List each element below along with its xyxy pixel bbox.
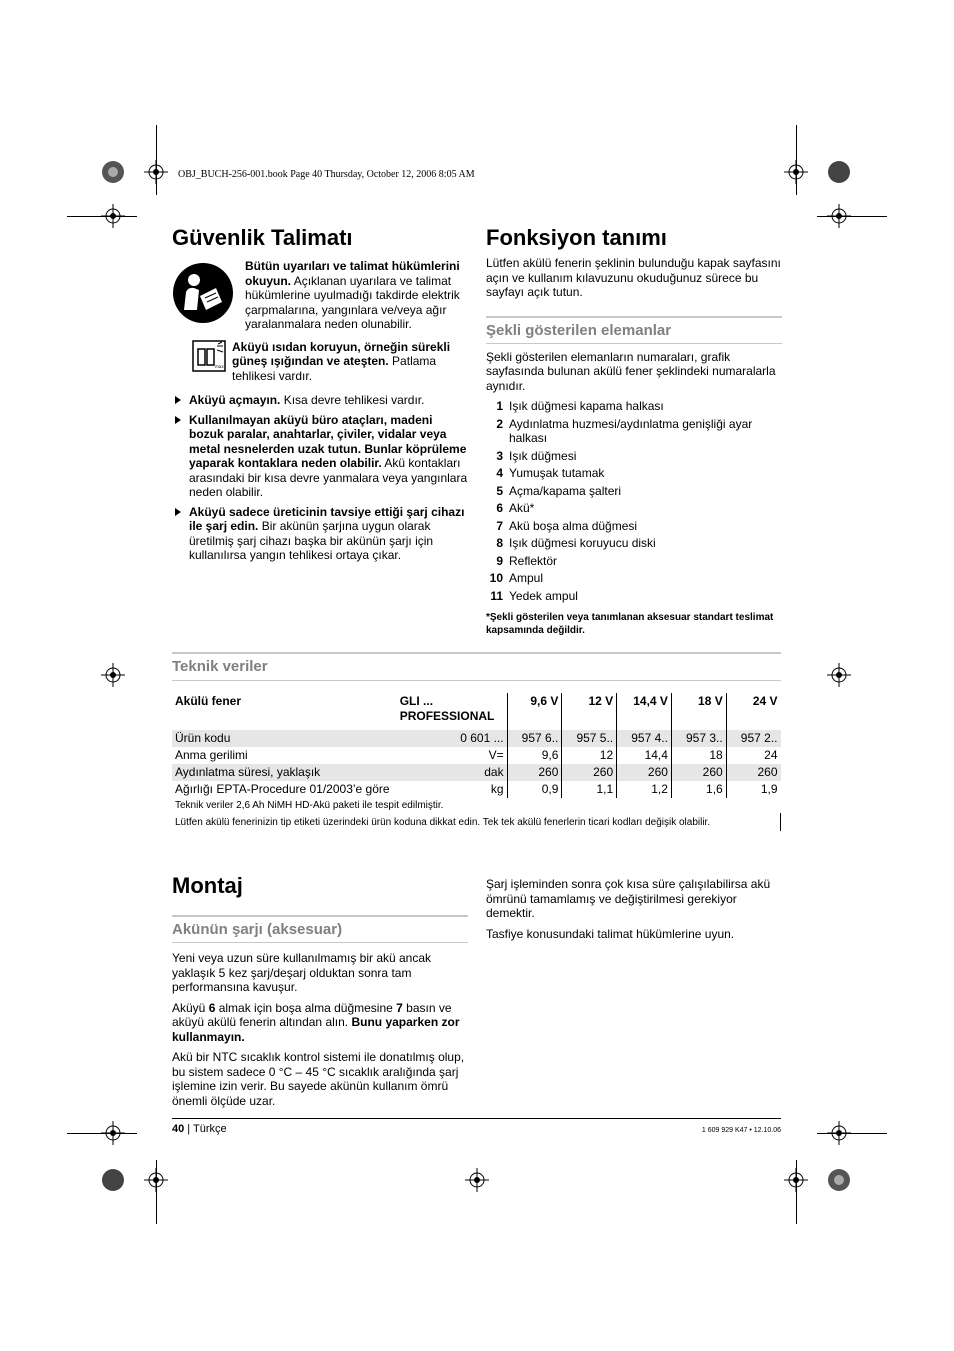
item-number: 11 <box>490 588 503 603</box>
row-unit: 0 601 ... <box>397 730 507 747</box>
charging-title: Akünün şarjı (aksesuar) <box>172 921 343 938</box>
list-item <box>172 413 468 500</box>
p2-d: 7 <box>396 1000 403 1015</box>
p2-c: almak için boşa alma düğmesine <box>215 1000 397 1015</box>
list-item <box>486 519 782 534</box>
row-label: Aydınlatma süresi, yaklaşık <box>172 764 397 781</box>
item-number: 2 <box>496 416 503 431</box>
list-item <box>172 393 468 408</box>
p2-e: basın ve aküyü akülü fenerin altından alın. <box>172 1000 452 1029</box>
safety-bullets <box>172 393 468 563</box>
accessory-footnote: *Şekli gösterilen veya tanımlanan aksesuar standart teslimat kapsamında değildir. <box>486 612 774 636</box>
bullet-triangle-icon <box>175 508 181 516</box>
tech-title: Teknik veriler <box>172 658 268 675</box>
cell: 957 6.. <box>507 730 562 747</box>
cell: 24 <box>726 747 780 764</box>
table-note: Lütfen akülü fenerinizin tip etiketi üzerindeki ürün koduna dikkat edin. Tek tek akülü fenerlerin ticari kodları değişik olabilir. <box>172 813 781 831</box>
cell: 260 <box>507 764 562 781</box>
tech-table <box>172 693 781 831</box>
p2-f: Bunu yaparken zor kullanmayın. <box>172 1015 460 1044</box>
cell: 9,6 <box>507 747 562 764</box>
h-voltage: 24 V <box>726 693 780 730</box>
page-footer: 40 | Türkçe 1 609 929 K47 • 12.10.06 <box>172 1118 781 1137</box>
table-row <box>172 764 781 781</box>
montaj-r2: Tasfiye konusundaki talimat hükümlerine uyun. <box>486 926 735 941</box>
registration-mark-icon <box>827 1168 851 1192</box>
crosshair-icon <box>827 663 851 687</box>
list-item <box>486 536 782 551</box>
list-item <box>486 501 782 516</box>
list-item <box>486 417 782 446</box>
safety-section <box>172 225 468 568</box>
bullet-bold: Aküyü sadece üreticinin tavsiye ettiği şarj cihazı ile şarj edin. <box>189 504 465 533</box>
item-number: 7 <box>496 518 503 533</box>
sun-heat-icon <box>192 340 226 372</box>
item-text: Işık düğmesi koruyucu diski <box>509 536 656 550</box>
item-text: Açma/kapama şalteri <box>509 483 622 498</box>
warn1-text: Açıklanan uyarılara ve talimat hükümlerine uyulmadığı takdirde elektrik çarpmalarına, yangınlara ve/veya ağır yaralanmalara neden olunabilir. <box>245 273 460 331</box>
bullet-bold: Kullanılmayan aküyü büro ataçları, madeni bozuk paralar, anahtarlar, çiviler, vidalar veya metal nesnelerden uzak tutun. Bunlar köprüleme yaparak kontaklara neden olabilir. <box>189 412 467 470</box>
book-header-line: OBJ_BUCH-256-001.book Page 40 Thursday, October 12, 2006 8:05 AM <box>178 169 475 180</box>
h-voltage: 9,6 V <box>507 693 562 730</box>
item-text: Reflektör <box>509 553 558 568</box>
charging-subheading <box>172 915 468 939</box>
list-item <box>486 571 782 586</box>
list-item <box>486 589 782 604</box>
read-manual-text <box>245 259 468 332</box>
cell: 1,1 <box>562 781 617 798</box>
tech-subheading <box>172 652 781 676</box>
registration-mark-icon <box>101 1168 125 1192</box>
cell: 0,9 <box>507 781 562 798</box>
row-label: Ağırlığı EPTA-Procedure 01/2003’e göre <box>175 782 390 796</box>
item-number: 8 <box>496 536 503 550</box>
cell: 957 4.. <box>617 730 672 747</box>
cell: 1,2 <box>617 781 672 798</box>
montaj-r1: Şarj işleminden sonra çok kısa süre çalışılabilirsa akü ömrünü tamamlamış ve değiştirilmesi gerekiyor demektir. <box>486 877 771 920</box>
item-number: 5 <box>496 483 503 498</box>
read-manual-warning <box>172 259 468 338</box>
row-label: Anma gerilimi <box>175 748 248 762</box>
item-number: 6 <box>496 501 503 515</box>
item-number: 10 <box>489 571 503 585</box>
table-row <box>172 747 781 764</box>
list-item <box>486 399 782 414</box>
h-voltage: 14,4 V <box>617 693 672 730</box>
h-label: Akülü fener <box>175 694 242 708</box>
elements-subheading <box>486 316 782 340</box>
cell: 260 <box>671 764 726 781</box>
row-label: Ürün kodu <box>172 730 397 747</box>
p2-a: Aküyü <box>172 1000 209 1015</box>
bullet-bold: Aküyü açmayın. <box>189 393 281 407</box>
cell: 260 <box>562 764 617 781</box>
h-model: GLI ... PROFESSIONAL <box>399 694 495 723</box>
warn1-bold: Bütün uyarıları ve talimat hükümlerini okuyun. <box>245 259 460 288</box>
table-row <box>172 693 781 730</box>
item-text: Işık düğmesi kapama halkası <box>509 399 664 413</box>
row-unit: V= <box>488 748 504 762</box>
item-text: Akü boşa alma düğmesi <box>509 518 638 533</box>
doc-code: 1 609 929 K47 • 12.10.06 <box>701 1127 781 1134</box>
page-number: 40 <box>172 1123 185 1135</box>
crosshair-icon <box>465 1168 489 1192</box>
crop-line <box>156 125 157 195</box>
warn2-text: Patlama tehlikesi vardır. <box>232 354 437 383</box>
list-item <box>486 554 782 569</box>
registration-mark-icon <box>101 160 125 184</box>
h-voltage: 18 V <box>671 693 726 730</box>
elements-intro: Şekli gösterilen elemanların numaraları, grafik sayfasında bulunan akülü fener şeklindeki numaralarla aynıdır. <box>486 349 776 393</box>
cell: 957 2.. <box>726 730 780 747</box>
crop-line <box>156 1160 157 1224</box>
tech-section <box>172 652 781 831</box>
heat-warning-text <box>232 340 468 384</box>
item-number: 4 <box>496 466 503 480</box>
table-row <box>172 813 781 831</box>
h-voltage: 12 V <box>562 693 617 730</box>
table-row <box>172 781 781 798</box>
cell: 260 <box>726 764 780 781</box>
charging-p1: Yeni veya uzun süre kullanılmamış bir akü ancak yaklaşık 5 kez şarj/deşarj olduktan sonra tam performansına kavuşur. <box>172 951 432 994</box>
warn2-bold: Aküyü ısıdan koruyun, örneğin sürekli güneş ışığından ve ateşten. <box>232 339 451 368</box>
item-text: Akü* <box>509 501 535 515</box>
list-item <box>486 484 782 499</box>
charging-p2 <box>172 1001 468 1045</box>
cell: 1,6 <box>671 781 726 798</box>
crop-line <box>67 1133 137 1134</box>
cell: 957 3.. <box>671 730 726 747</box>
p2-b: 6 <box>208 1000 216 1015</box>
svg-text:max: max <box>215 363 224 369</box>
item-number: 9 <box>496 553 503 568</box>
bullet-triangle-icon <box>175 416 181 424</box>
heat-warning <box>172 340 468 390</box>
list-item <box>486 466 782 481</box>
cell: 18 <box>671 747 726 764</box>
montaj-title: Montaj <box>172 873 243 898</box>
item-text: Işık düğmesi <box>509 448 577 463</box>
cell: 1,9 <box>726 781 780 798</box>
bullet-text: Akü kontakları arasındaki bir kısa devre yanmalara veya yangınlara neden olabilir. <box>189 456 468 499</box>
elements-list <box>486 399 782 603</box>
registration-mark-icon <box>827 160 851 184</box>
table-row <box>172 730 781 747</box>
elements-title: Şekli gösterilen elemanlar <box>486 321 672 339</box>
cell: 957 5.. <box>562 730 617 747</box>
table-note: Teknik veriler 2,6 Ah NiMH HD-Akü paketi ile tespit edilmiştir. <box>175 800 444 811</box>
list-item <box>172 505 468 563</box>
item-text: Yumuşak tutamak <box>509 466 605 480</box>
row-unit: kg <box>490 782 504 796</box>
item-number: 3 <box>496 448 503 463</box>
row-unit: dak <box>397 764 507 781</box>
list-item <box>486 449 782 464</box>
crosshair-icon <box>101 663 125 687</box>
bullet-text: Bir akünün şarjına uygun olarak üretilmiş şarj cihazı başka bir akünün şarjı için kullanılırsa yangın tehlikesi ortaya çıkar. <box>189 519 434 562</box>
read-manual-icon <box>172 262 234 324</box>
crop-line <box>796 1160 797 1224</box>
cell: 260 <box>617 764 672 781</box>
safety-title: Güvenlik Talimatı <box>172 225 353 250</box>
item-text: Ampul <box>509 571 544 585</box>
item-text: Aydınlatma huzmesi/aydınlatma genişliği ayar halkası <box>509 416 753 445</box>
table-row <box>172 798 781 813</box>
crop-line <box>817 216 887 217</box>
cell: 14,4 <box>617 747 672 764</box>
charging-p3: Akü bir NTC sıcaklık kontrol sistemi ile donatılmış olup, bu sistem sadece 0 °C – 45 °C sıcaklık aralığında şarj işlemine izin verir. Bu sayede akünün kullanım ömrü önemli ölçüde uzar. <box>172 1050 465 1108</box>
bullet-triangle-icon <box>175 396 181 404</box>
cell: 12 <box>562 747 617 764</box>
item-number: 1 <box>496 399 503 413</box>
crop-line <box>796 125 797 195</box>
crop-line <box>67 216 137 217</box>
montaj-section <box>172 873 468 1114</box>
crop-line <box>817 1133 887 1134</box>
item-text: Yedek ampul <box>509 588 578 603</box>
bullet-text: Kısa devre tehlikesi vardır. <box>280 393 425 407</box>
montaj-right <box>486 877 782 947</box>
footer-language: Türkçe <box>193 1123 227 1135</box>
function-intro: Lütfen akülü fenerin şeklinin bulunduğu kapak sayfasını açın ve kullanım kılavuzunu okuduğunuz sürece bu sayfayı açık tutun. <box>486 256 781 299</box>
function-section <box>486 225 782 643</box>
function-title: Fonksiyon tanımı <box>486 225 667 250</box>
